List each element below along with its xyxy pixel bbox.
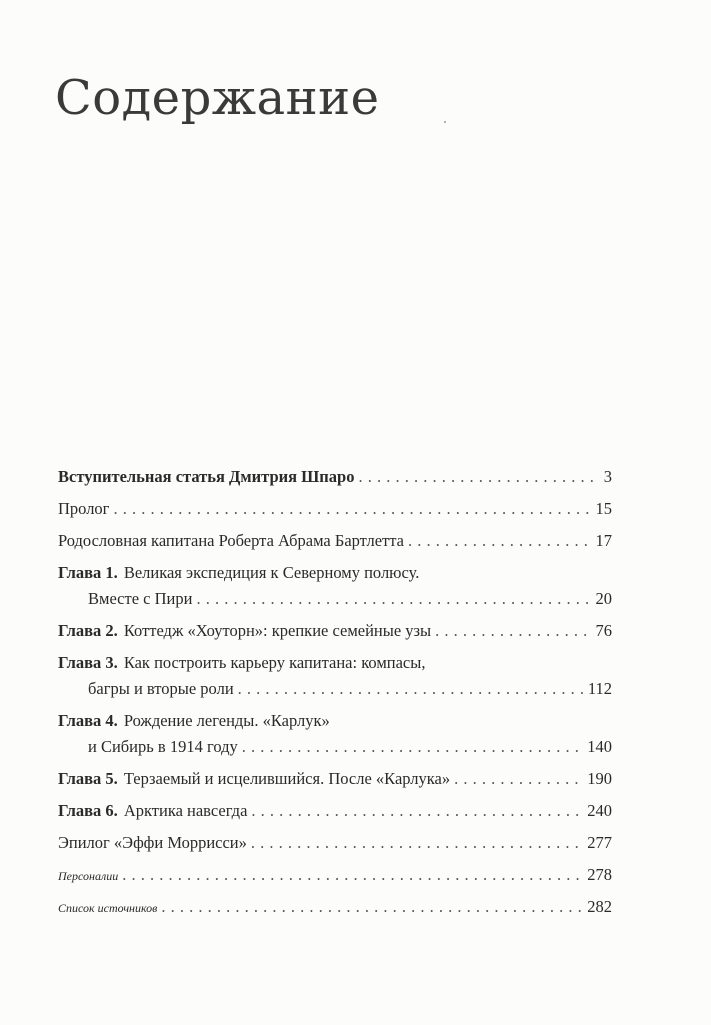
chapter-number: Глава 6. <box>58 801 118 820</box>
chapter-number: Глава 3. <box>58 653 118 672</box>
toc-entry-title: Персоналии <box>58 869 119 883</box>
toc-page-number: 20 <box>595 589 612 608</box>
toc-entry-sources[interactable] <box>58 894 612 920</box>
toc-entry-title: Список источников <box>58 901 158 915</box>
chapter-number: Глава 2. <box>58 621 118 640</box>
toc-page-number: 17 <box>595 531 612 550</box>
dot-leader <box>408 528 592 554</box>
toc-entry-intro[interactable] <box>58 464 612 490</box>
chapter-number: Глава 5. <box>58 769 118 788</box>
toc-entry-title: Терзаемый и исцелившийся. После «Карлука» <box>123 769 451 788</box>
dot-leader <box>251 798 583 824</box>
toc-page-number: 3 <box>603 467 612 486</box>
toc-page-number: 76 <box>595 621 612 640</box>
scan-speck <box>444 121 446 123</box>
toc-entry-chapter-1[interactable] <box>58 560 612 612</box>
chapter-number: Глава 1. <box>58 563 118 582</box>
toc-entry-persons[interactable] <box>58 862 612 888</box>
toc-entry-chapter-2[interactable] <box>58 618 612 644</box>
toc-page-number: 190 <box>587 769 612 788</box>
dot-leader <box>454 766 583 792</box>
toc-entry-title: Вступительная статья Дмитрия Шпаро <box>58 467 355 486</box>
toc-entry-title-continued: Вместе с Пири <box>88 589 193 608</box>
toc-entry-title: Пролог <box>58 499 110 518</box>
toc-page-number: 112 <box>587 679 612 698</box>
table-of-contents <box>58 464 612 926</box>
toc-page-number: 240 <box>587 801 612 820</box>
dot-leader <box>435 618 591 644</box>
toc-entry-title: Рождение легенды. «Карлук» <box>123 711 330 730</box>
toc-page-number: 282 <box>587 897 612 916</box>
toc-entry-title-continued: и Сибирь в 1914 году <box>88 737 238 756</box>
page-title: Содержание <box>55 70 380 126</box>
toc-entry-title: Эпилог «Эффи Моррисси» <box>58 833 247 852</box>
toc-entry-prologue[interactable] <box>58 496 612 522</box>
toc-entry-title: Как построить карьеру капитана: компасы, <box>123 653 426 672</box>
chapter-number: Глава 4. <box>58 711 118 730</box>
toc-entry-genealogy[interactable] <box>58 528 612 554</box>
toc-page-number: 278 <box>587 865 612 884</box>
toc-page-number: 15 <box>595 499 612 518</box>
dot-leader <box>196 586 591 612</box>
dot-leader <box>122 862 583 888</box>
dot-leader <box>242 734 584 760</box>
toc-entry-title: Родословная капитана Роберта Абрама Бартлетта <box>58 531 404 550</box>
dot-leader <box>113 496 591 522</box>
toc-entry-title: Великая экспедиция к Северному полюсу. <box>123 563 420 582</box>
dot-leader <box>251 830 583 856</box>
toc-entry-chapter-6[interactable] <box>58 798 612 824</box>
toc-page-number: 140 <box>587 737 612 756</box>
dot-leader <box>238 676 584 702</box>
toc-entry-title: Коттедж «Хоуторн»: крепкие семейные узы <box>123 621 432 640</box>
dot-leader <box>358 464 599 490</box>
toc-entry-epilogue[interactable] <box>58 830 612 856</box>
toc-entry-chapter-5[interactable] <box>58 766 612 792</box>
dot-leader <box>161 894 583 920</box>
toc-entry-chapter-3[interactable] <box>58 650 612 702</box>
toc-entry-title: Арктика навсегда <box>123 801 248 820</box>
toc-page-number: 277 <box>587 833 612 852</box>
toc-entry-chapter-4[interactable] <box>58 708 612 760</box>
toc-entry-title-continued: багры и вторые роли <box>88 679 234 698</box>
